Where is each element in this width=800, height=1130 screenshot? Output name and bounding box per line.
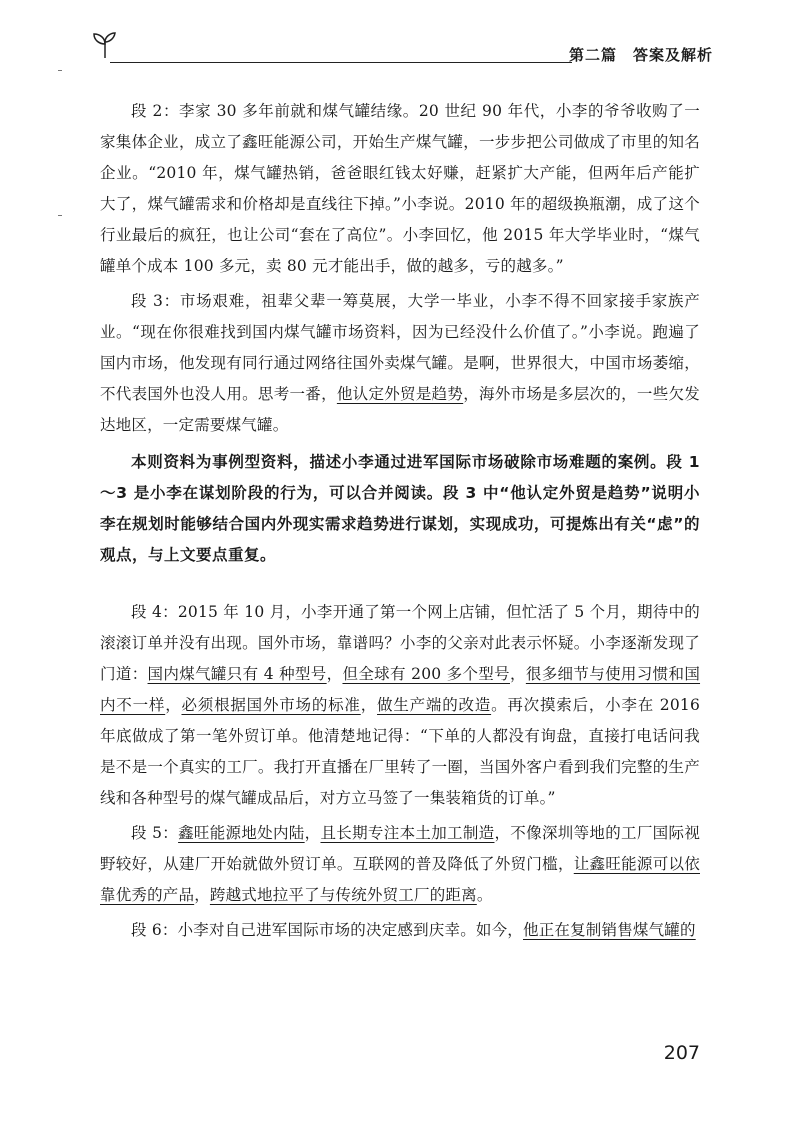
paragraph-4-text: 段 4：2015 年 10 月，小李开通了第一个网上店铺，但忙活了 5 个月，期待中的滚滚订单并没有出现。国外市场，靠谱吗？小李的父亲对此表示怀疑。小李逐渐发现了门道： xyxy=(100,603,700,683)
underlined-phrase: 但全球有 200 多个型号 xyxy=(342,665,510,683)
paragraph-2: 段 2：李家 30 多年前就和煤气罐结缘。20 世纪 90 年代，小李的爷爷收购了一家集体企业，成立了鑫旺能源公司，开始生产煤气罐，一步步把公司做成了市里的知名企业。“2010 年，煤气罐热销，爸爸眼红钱太好赚，赶紧扩大产能，但两年后产能扩大了，煤气罐需求和价格却是直线往下掉。”小李说。2010 年的超级换瓶潮，成了这个行业最后的疯狂，也让公司“套在了高位”。小李回忆，他 2015 年大学毕业时，“煤气罐单个成本 100 多元，卖 80 元才能出手，做的越多，亏的越多。” xyxy=(100,102,700,275)
underlined-phrase: 很多细节与使用习惯和国内不一样 xyxy=(100,665,701,714)
paragraph-6 xyxy=(100,915,700,946)
underlined-phrase: 必须根据国外市场的标准 xyxy=(181,696,361,714)
underlined-phrase: 他认定外贸是趋势 xyxy=(336,385,464,403)
paragraph-3-text: 段 3：市场艰难，祖辈父辈一筹莫展，大学一毕业，小李不得不回家接手家族产业。“现在你很难找到国内煤气罐市场资料，因为已经没什么价值了。”小李说。跑遍了国内市场，他发现有同行通过网络往国外卖煤气罐。是啊，世界很大，中国市场萎缩，不代表国外也没人用。思考一番， xyxy=(100,292,700,403)
paragraph-5-text-end: 。 xyxy=(476,886,493,904)
header-rule xyxy=(110,62,572,63)
page-content xyxy=(100,96,700,950)
paragraph-4 xyxy=(100,597,700,814)
underlined-phrase: 跨越式地拉平了与传统外贸工厂的距离 xyxy=(209,886,477,904)
paragraph-6-text: 段 6：小李对自己进军国际市场的决定感到庆幸。如今， xyxy=(131,921,523,939)
separator: ， xyxy=(360,696,378,714)
paragraph-4-text-end: 。再次摸索后，小李在 2016 年底做成了第一笔外贸订单。他清楚地记得：“下单的人都没有询盘，直接打电话问我是不是一个真实的工厂。我打开直播在厂里转了一圈，当国外客户看到我们完整的生产线和各种型号的煤气罐成品后，对方立马签了一集装箱货的订单。” xyxy=(100,696,701,807)
margin-mark xyxy=(58,70,62,71)
underlined-phrase: 且长期专注本土加工制造 xyxy=(320,824,495,842)
paragraph-5-text-middle: ，不像深圳等地的工厂国际视野较好，从建厂开始就做外贸订单。互联网的普及降低了外贸门槛， xyxy=(100,824,701,873)
paragraph-3 xyxy=(100,286,700,441)
separator: ， xyxy=(165,696,182,714)
underlined-phrase: 国内煤气罐只有 4 种型号 xyxy=(147,665,327,683)
underlined-phrase: 鑫旺能源地处内陆 xyxy=(178,824,305,842)
paragraph-5 xyxy=(100,818,700,911)
page-number: 207 xyxy=(663,1042,700,1064)
margin-mark xyxy=(58,215,62,216)
separator: ， xyxy=(194,886,210,904)
separator: ， xyxy=(326,665,343,683)
page-header xyxy=(88,26,713,66)
underlined-phrase: 他正在复制销售煤气罐的 xyxy=(523,921,696,939)
section-title: 第二篇 答案及解析 xyxy=(568,46,713,64)
underlined-phrase: 让鑫旺能源可以依靠优秀的产品 xyxy=(100,855,700,904)
paragraph-5-text: 段 5： xyxy=(131,824,179,842)
separator: ， xyxy=(510,665,526,683)
separator: ， xyxy=(304,824,321,842)
analysis-note: 本则资料为事例型资料，描述小李通过进军国际市场破除市场难题的案例。段 1～3 是小李在谋划阶段的行为，可以合并阅读。段 3 中“他认定外贸是趋势”说明小李在规划时能够结合国内外现实需求趋势进行谋划，实现成功，可提炼出有关“虑”的观点，与上文要点重复。 xyxy=(100,453,700,564)
underlined-phrase: 做生产端的改造 xyxy=(377,696,492,714)
paragraph-3-text-end: ，海外市场是多层次的，一些欠发达地区，一定需要煤气罐。 xyxy=(100,385,700,434)
sprout-icon xyxy=(88,28,122,62)
